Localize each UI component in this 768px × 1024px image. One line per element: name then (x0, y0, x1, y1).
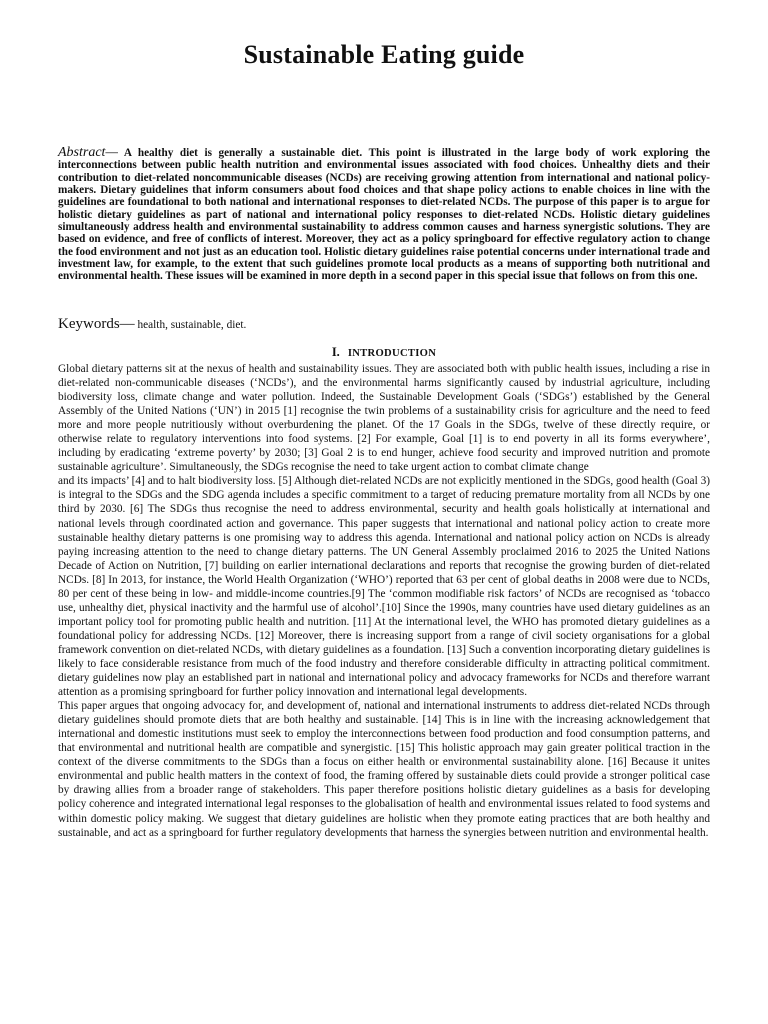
abstract-lead: Abstract— (58, 145, 118, 160)
section-heading (58, 344, 710, 362)
keywords (58, 315, 710, 334)
paragraph: and its impacts’ [4] and to halt biodiversity loss. [5] Although diet-related NCDs are not explicitly mentioned in the SDGs, good health (Goal 3) is integral to the SDGs and the SDG agenda includes a specific commitment to a target of reducing premature mortality from all NCDs by one third by 2030. [6] The SDGs thus recognise the need to address environmental, security and health goals holistically at international and national levels through coordinated action and governance. This paper suggests that international and national policy action to create more sustainable healthy dietary patterns is one promising way to address this agenda. International and national policy action on NCDs is already paying increasing attention to the need to change dietary patterns. The UN General Assembly proclaimed 2016 to 2025 the United Nations Decade of Action on Nutrition, [7] building on earlier international declarations and reports that recognise the growing burden of diet-related NCDs. [8] In 2013, for instance, the World Health Organization (‘WHO’) reported that 63 per cent of global deaths in 2008 were due to NCDs, 80 per cent of these being in low- and middle-income countries.[9] The ‘common modifiable risk factors’ of NCDs are recognised as ‘tobacco use, unhealthy diet, physical inactivity and the harmful use of alcohol’.[10] Since the 1990s, many countries have used dietary guidelines as an important policy tool for promoting public health and nutrition. [11] At the international level, the WHO has promoted dietary guidelines as a foundational policy for addressing NCDs. [12] Moreover, there is increasing support from a range of civil society organisations for a global framework convention on diet-related NCDs, with dietary guidelines as a foundation. [13] Such a convention incorporating dietary guidelines is likely to face considerable resistance from much of the food industry and therefore considerable difficulty in attracting political commitment. dietary guidelines now play an established part in national and international policy and advocacy frameworks for NCDs and therefore warrant attention as a promising springboard for further policy innovation and international legal developments. (58, 475, 710, 699)
section-number: I. (331, 345, 340, 359)
abstract (58, 147, 710, 283)
paragraph: This paper argues that ongoing advocacy for, and development of, national and international instruments to address diet-related NCDs through dietary guidelines should promote diets that are both healthy and sustainable. [14] This is in line with the increasing acknowledgement that international and domestic institutions must seek to employ the interconnections between food production and food consumption patterns, and that environmental and nutritional health are compatible and synergistic. [15] This holistic approach may gain greater political traction in the context of the diverse commitments to the SDGs than a focus on either health or environmental sustainability alone. [16] Because it unites environmental and public health matters in the context of food, the framing offered by sustainable diets could provide a stronger political case by drawing allies from a broader range of stakeholders. This paper therefore positions holistic dietary guidelines as a basis for developing policy coherence and integrated international legal responses to the globalisation of health and environmental issues related to food systems and within domestic policy making. We suggest that dietary guidelines are holistic when they promote eating practices that are both healthy and sustainable, and act as a springboard for further regulatory developments that harness the synergies between nutrition and environmental health. (58, 700, 710, 839)
body-text (58, 362, 710, 840)
document-title: Sustainable Eating guide (243, 40, 525, 69)
keywords-lead: Keywords— (58, 316, 135, 332)
section-title: INTRODUCTION (347, 348, 437, 359)
document-page (58, 0, 710, 1024)
paragraph: Global dietary patterns sit at the nexus of health and sustainability issues. They are associated both with public health issues, including a rise in diet-related non-communicable diseases (‘NCDs’), and the environmental harms significantly caused by industrial agriculture, including biodiversity loss, climate change and water pollution. Indeed, the Sustainable Development Goals (‘SDGs’) established by the General Assembly of the United Nations (‘UN’) in 2015 [1] recognise the twin problems of a sustainability crisis for agriculture and the need to feed more and more people nutritiously without overburdening the planet. Of the 17 Goals in the SDGs, twelve of these directly require, or otherwise relate to regulatory interventions into food systems. [2] For example, Goal [1] is to end poverty in all its forms everywhere’, including by eradicating ‘extreme poverty’ by 2030; [3] Goal 2 is to end hunger, achieve food security and improved nutrition and promote sustainable agriculture’. Simultaneously, the SDGs recognise the need to take urgent action to combat climate change (58, 363, 710, 474)
abstract-text: A healthy diet is generally a sustainable diet. This point is illustrated in the large body of work exploring the interconnections between public health nutrition and environmental issues associated with food choices. Unhealthy diets and their contribution to diet-related noncommunicable diseases (NCDs) are receiving growing attention from international and national policy-makers. Dietary guidelines that inform consumers about food choices and that shape policy actions to enable choices in line with the guidelines are foundational to both national and international responses to diet-related NCDs. The purpose of this paper is to argue for holistic dietary guidelines as part of national and international policy responses to diet-related NCDs. Holistic dietary guidelines simultaneously address health and environmental sustainability to address common causes and harness synergistic solutions. They are based on evidence, and free of conflicts of interest. Moreover, they act as a policy springboard for effective regulatory action to change the food environment and not just as an education tool. Holistic dietary guidelines raise potential concerns under international trade and investment law, for example, to the extent that such guidelines promote local products as a means of supporting both nutritional and environmental health. These issues will be examined in more depth in a second paper in this special issue that follows on from this one. (58, 147, 710, 283)
keywords-text: health, sustainable, diet. (137, 319, 247, 331)
